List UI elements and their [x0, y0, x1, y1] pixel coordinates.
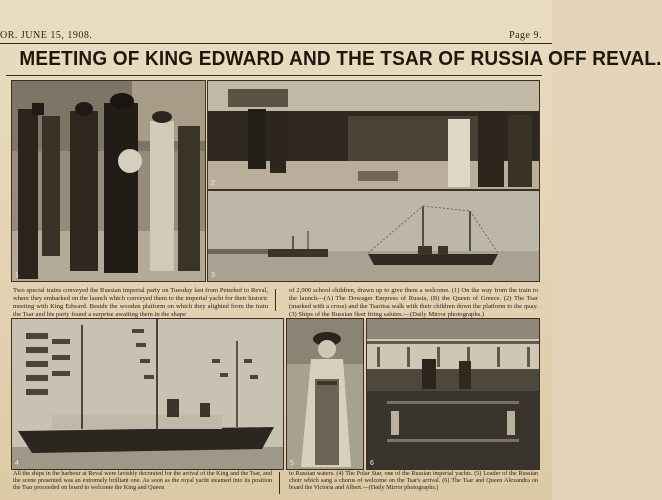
photo-5-image	[287, 319, 363, 469]
photo-number: 6	[370, 460, 374, 467]
header-rule	[0, 43, 552, 44]
photo-victoria-and-albert	[366, 318, 540, 470]
caption-bottom-left: All the ships in the harbour at Reval were lavishly decorated for the arrival of the King and the Tsar, and the scene presented was an extremely brilliant one. As soon as the royal yacht steamed into its position the Tsar proceeded on board to welcome the King and Queen	[13, 470, 272, 492]
page-date: OR. JUNE 15, 1908.	[0, 30, 93, 41]
photo-number: 2	[211, 180, 215, 187]
headline: MEETING OF KING EDWARD AND THE TSAR OF RUSSIA OFF REVAL.	[19, 48, 662, 70]
headline-rule	[6, 75, 542, 76]
caption-top-left: Two special trains conveyed the Russian imperial party on Tuesday last from Peterhof to Reval, where they embarked on the launch which conveyed them to the imperial yacht for their historic meeting with King Edward. Beside the wooden platform on which they alighted from the train the Tsar and his party found a surprise awaiting them in the shape	[13, 287, 268, 319]
caption-divider	[275, 289, 276, 311]
photo-choir-leader	[286, 318, 364, 470]
photo-number: 4	[15, 460, 19, 467]
photo-number: 5	[290, 460, 294, 467]
photo-1-image	[12, 81, 205, 281]
photo-polar-star-yacht	[11, 318, 284, 470]
caption-divider	[279, 472, 280, 494]
caption-top-right: of 2,000 school children, drawn up to give them a welcome. (1) On the way from the train to the launch—(A) The Dowager Empress of Russia, (B) the Queen of Greece. (2) The Tsar (marked with a cross) and the Tsaritsa walk with their children down the platform to the quay. (3) Ships of the Russian fleet firing salutes.—(Daily Mirror photographs.)	[289, 287, 538, 319]
caption-bottom-right: to Russian waters. (4) The Polar Star, one of the Russian imperial yachts. (5) Leader of the Russian choir which sang a chorus of welcome on the Tsar's arrival. (6) The Tsar and Queen Alexandra on board the Victoria and Albert.—(Daily Mirror photographs.)	[289, 470, 538, 492]
photo-number: 1	[15, 272, 19, 279]
photo-fleet-salute	[207, 190, 540, 282]
photo-3-image	[208, 191, 539, 281]
photo-6-image	[367, 319, 539, 469]
page-number: Page 9.	[509, 30, 542, 41]
photo-number: 3	[211, 272, 215, 279]
photo-platform-procession	[11, 80, 206, 282]
photo-tsar-platform	[207, 80, 540, 190]
photo-4-image	[12, 319, 283, 469]
photo-2-image	[208, 81, 539, 189]
